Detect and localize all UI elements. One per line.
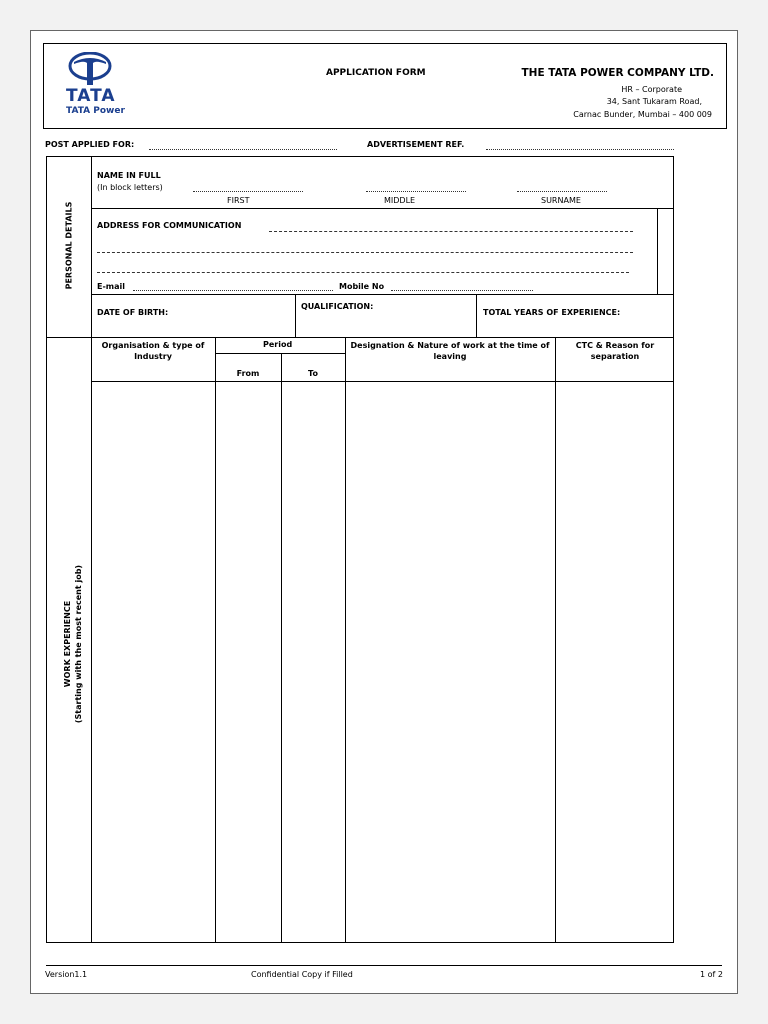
form-page: [30, 30, 738, 994]
work-experience-table: [46, 338, 674, 943]
footer-page: 1 of 2: [700, 970, 723, 979]
col-designation-header: Designation & Nature of work at the time of leaving: [350, 341, 550, 361]
work-section-line1: WORK EXPERIENCE: [63, 600, 72, 688]
company-name: THE TATA POWER COMPANY LTD.: [521, 67, 714, 79]
surname-field[interactable]: [517, 191, 607, 192]
experience-label: TOTAL YEARS OF EXPERIENCE:: [483, 308, 621, 317]
address-line-1: HR – Corporate: [621, 85, 682, 94]
header-box: [43, 43, 727, 129]
work-section-line2: (Starting with the most recent job): [74, 564, 83, 724]
adv-ref-field[interactable]: [486, 149, 674, 150]
adv-ref-label: ADVERTISEMENT REF.: [367, 140, 465, 149]
first-label: FIRST: [227, 196, 250, 205]
tata-logo: [60, 52, 140, 118]
col-from-header: From: [236, 369, 260, 378]
logo-word: TATA: [66, 86, 116, 106]
address-line-field-1[interactable]: [269, 231, 633, 232]
col-to-header: To: [308, 369, 318, 378]
work-section-label: [62, 534, 84, 754]
post-applied-label: POST APPLIED FOR:: [45, 140, 135, 149]
address-line-field-3[interactable]: [97, 272, 629, 273]
name-sub-label: (In block letters): [97, 183, 163, 192]
personal-section-label: PERSONAL DETAILS: [64, 201, 74, 290]
mobile-label: Mobile No: [339, 282, 385, 291]
address-line-field-2[interactable]: [97, 252, 633, 253]
middle-label: MIDDLE: [384, 196, 416, 205]
email-field[interactable]: [133, 290, 333, 291]
col-period-header: Period: [263, 340, 293, 349]
name-label: NAME IN FULL: [97, 171, 161, 180]
address-line-2: 34, Sant Tukaram Road,: [606, 97, 702, 106]
dob-label: DATE OF BIRTH:: [97, 308, 169, 317]
footer-confidential: Confidential Copy if Filled: [251, 970, 353, 979]
first-name-field[interactable]: [193, 191, 303, 192]
col-org-header: Organisation & type of Industry: [101, 341, 205, 361]
email-label: E-mail: [97, 282, 126, 291]
col-ctc-header: CTC & Reason for separation: [575, 341, 655, 361]
post-applied-field[interactable]: [149, 149, 337, 150]
qualification-label: QUALIFICATION:: [301, 302, 374, 311]
middle-name-field[interactable]: [366, 191, 466, 192]
mobile-field[interactable]: [391, 290, 533, 291]
form-title: APPLICATION FORM: [326, 68, 426, 78]
logo-brand: TATA Power: [66, 106, 125, 116]
tata-emblem-icon: [68, 52, 112, 86]
address-line-3: Carnac Bunder, Mumbai – 400 009: [573, 110, 712, 119]
address-label: ADDRESS FOR COMMUNICATION: [97, 221, 242, 230]
footer-version: Version1.1: [45, 970, 88, 979]
surname-label: SURNAME: [541, 196, 581, 205]
